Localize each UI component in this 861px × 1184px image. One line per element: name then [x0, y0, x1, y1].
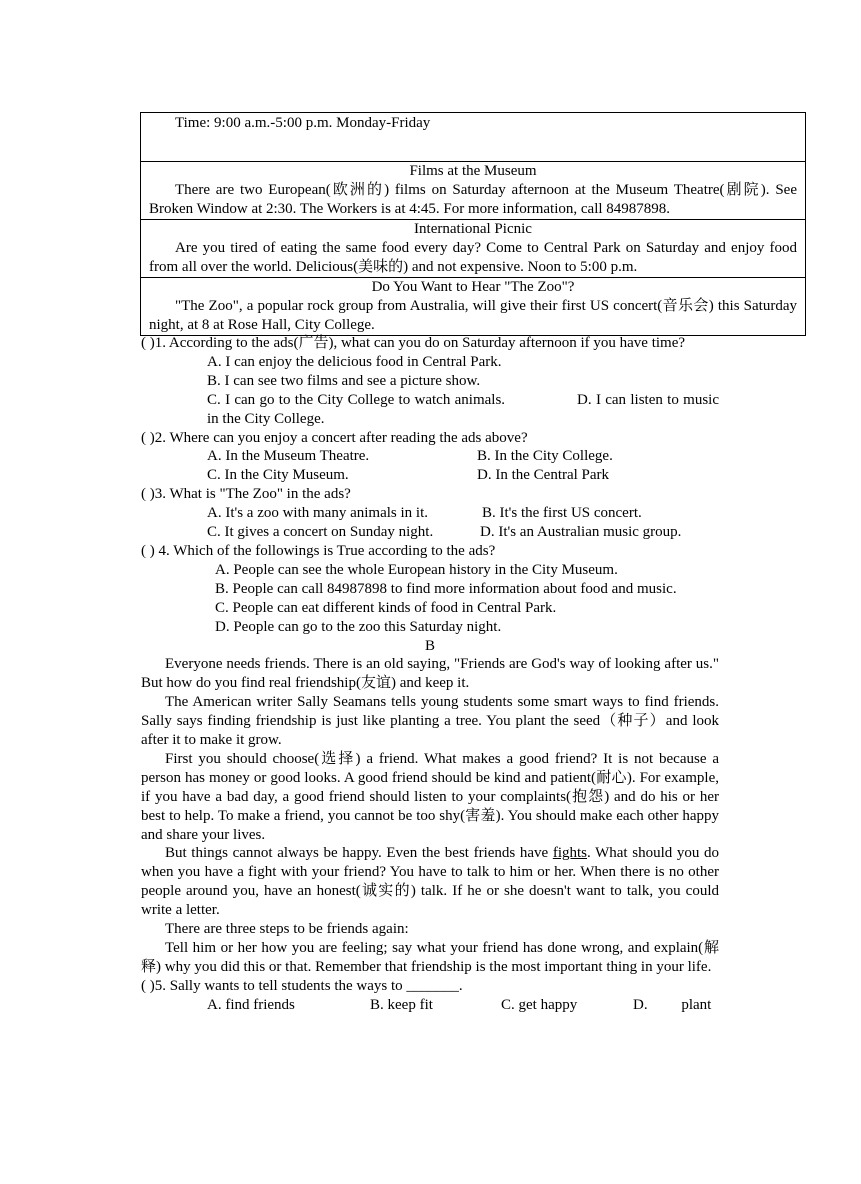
paragraph-5-end: re are three steps to be friends again: [188, 921, 409, 938]
table-row [141, 220, 806, 278]
question-1-option-a: A. I can enjoy the delicious food in Central Park. [207, 353, 502, 370]
question-5-option-b: B. keep fit [370, 996, 433, 1013]
picnic-text: Are you tired of eating the same food every day? Come to Central Park on Saturday and enjoy food from all over the world. Delicious(美味的) and not expensive. Noon to 5:00 p.m. [149, 240, 797, 275]
films-cell [141, 162, 806, 220]
time-cell [141, 113, 806, 162]
zoo-text: "The Zoo", a popular rock group from Australia, will give their first US concert(音乐会) this Saturday night, at 8 at Rose Hall, City College. [149, 298, 797, 333]
question-5-option-c: C. get happy [501, 996, 578, 1013]
question-2-option-b: B. In the City College. [477, 448, 613, 465]
passage-b-paragraph-6: Tell him or her how you are feeling; say what your friend has done wrong, and explain(解释) why you did this or that. Remember that friendship is the most important thing in your life. [141, 940, 719, 975]
passage-b-paragraph-4 [141, 844, 719, 920]
question-5-option-a: A. find friends [207, 996, 295, 1013]
question-3-options-cd [141, 523, 719, 542]
question-2-options-cd [141, 466, 719, 485]
question-2: ( )2. Where can you enjoy a concert after reading the ads above? [141, 429, 528, 446]
question-1: ( )1. According to the ads(广告), what can you do on Saturday afternoon if you have time? [141, 335, 686, 351]
ads-table [140, 112, 806, 336]
question-3-option-b: B. It's the first US concert. [482, 505, 642, 522]
question-5-options [141, 996, 719, 1015]
question-2-option-a: A. In the Museum Theatre. [207, 448, 370, 465]
question-2-option-c: C. In the City Museum. [207, 467, 349, 484]
paragraph-4-start: But things cannot always be happy. Even the best friends have [165, 845, 553, 862]
questions-and-passage [141, 334, 719, 1015]
underlined-word-fights: fights [552, 845, 587, 862]
question-3-option-c: C. It gives a concert on Sunday night. [207, 524, 434, 541]
question-4-option-c: C. People can eat different kinds of food in Central Park. [215, 599, 557, 616]
question-3-option-a: A. It's a zoo with many animals in it. [207, 505, 429, 522]
films-title: Films at the Museum [409, 163, 537, 179]
paragraph-5-start: The [165, 921, 189, 938]
question-5-option-d: D. plant [633, 996, 712, 1013]
question-1-option-c-d [141, 391, 719, 429]
museum-time: Time: 9:00 a.m.-5:00 p.m. Monday-Friday [175, 115, 431, 131]
zoo-title: Do You Want to Hear "The Zoo"? [371, 279, 575, 295]
films-text: There are two European(欧洲的) films on Saturday afternoon at the Museum Theatre(剧院). See Broken Window at 2:30. The Workers is at 4:45. For more information, call 84987898. [149, 182, 797, 217]
picnic-cell [141, 220, 806, 278]
picnic-title: International Picnic [414, 221, 532, 237]
question-4: ( ) 4. Which of the followings is True according to the ads? [141, 542, 496, 559]
passage-b-paragraph-5 [141, 920, 719, 939]
passage-b-paragraph-1: Everyone needs friends. There is an old saying, "Friends are God's way of looking after us." But how do you find real friendship(友谊) and keep it. [141, 656, 719, 692]
question-2-options-ab [141, 447, 719, 466]
passage-b-paragraph-3: First you should choose(选择) a friend. What makes a good friend? It is not because a person has money or good looks. A good friend should be kind and patient(耐心). For example, if you have a bad day, a good friend should listen to your complaints(抱怨) and do his or her best to help. To make a friend, you cannot be too shy(害羞). You should make each other happy and share your lives. [141, 750, 719, 843]
question-1-option-c: C. I can go to the City College to watch animals. [207, 391, 506, 408]
question-2-option-d: D. In the Central Park [477, 467, 610, 484]
question-1-option-d: D. I can listen to music in the City College. [207, 391, 719, 427]
paragraph-4-end: . What should you do when you have a fight with your friend? You have to talk to him or her. When there is no other people around you, have an honest(诚实的) talk. If he or she doesn't want to talk, you could write a letter. [141, 845, 720, 919]
question-4-option-a: A. People can see the whole European history in the City Museum. [215, 561, 618, 578]
zoo-cell [141, 278, 806, 336]
question-1-option-b: B. I can see two films and see a picture show. [207, 372, 481, 389]
table-row [141, 278, 806, 336]
question-3: ( )3. What is "The Zoo" in the ads? [141, 486, 351, 503]
passage-b-paragraph-2: The American writer Sally Seamans tells young students some smart ways to find friends. Sally says finding friendship is just like planting a tree. You plant the seed（种子）and look after it to make it grow. [141, 694, 719, 749]
question-4-option-b: B. People can call 84987898 to find more information about food and music. [215, 580, 677, 597]
question-5: ( )5. Sally wants to tell students the ways to _______. [141, 977, 463, 994]
question-3-option-d: D. It's an Australian music group. [480, 524, 682, 541]
table-row [141, 162, 806, 220]
passage-b-heading: B [424, 637, 435, 654]
question-3-options-ab [141, 504, 719, 523]
question-4-option-d: D. People can go to the zoo this Saturday night. [215, 618, 502, 635]
table-row [141, 113, 806, 162]
